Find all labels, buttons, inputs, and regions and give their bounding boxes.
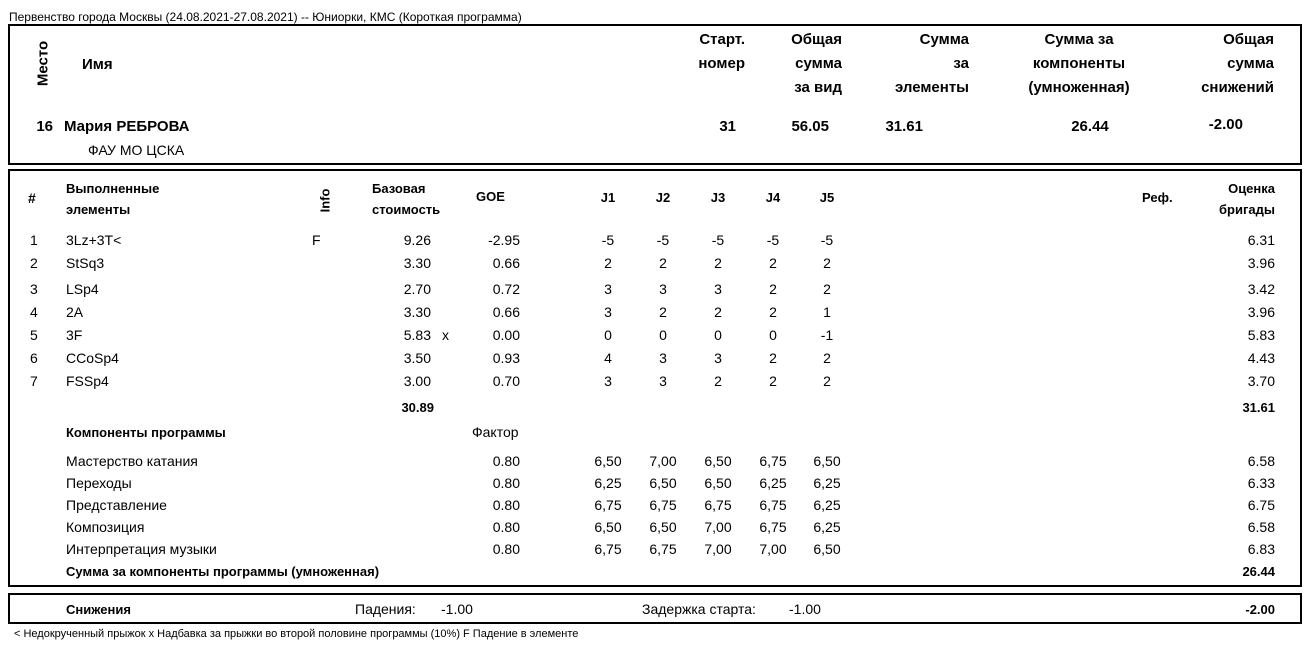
- element-judge-5: 2: [823, 255, 831, 271]
- element-panel-score: 3.42: [1247, 281, 1275, 297]
- page-header: Первенство города Москвы (24.08.2021-27.08.2021) -- Юниорки, КМС (Короткая программа): [9, 10, 522, 24]
- element-judge-5: 1: [823, 304, 831, 320]
- element-judge-2: 2: [659, 255, 667, 271]
- element-judge-1: 4: [604, 350, 612, 366]
- element-judge-2: 3: [659, 373, 667, 389]
- component-judge-5: 6,25: [813, 475, 841, 491]
- component-factor: 0.80: [492, 541, 520, 557]
- factor-header: Фактор: [472, 424, 519, 440]
- component-judge-3: 6,50: [704, 453, 732, 469]
- num-header: #: [28, 190, 36, 206]
- skater-name: Мария РЕБРОВА: [64, 118, 190, 135]
- element-goe: 0.70: [492, 373, 520, 389]
- component-judge-4: 6,75: [759, 519, 787, 535]
- element-base-value: 2.70: [403, 281, 431, 297]
- element-judge-2: 2: [659, 304, 667, 320]
- place-header: Место: [34, 40, 52, 87]
- component-judge-4: 6,75: [759, 497, 787, 513]
- goe-header: GOE: [476, 189, 505, 204]
- element-panel-score: 5.83: [1247, 327, 1275, 343]
- component-judge-2: 6,75: [649, 497, 677, 513]
- element-base-value: 3.30: [403, 304, 431, 320]
- component-judge-1: 6,50: [594, 519, 622, 535]
- element-panel-score: 3.96: [1247, 304, 1275, 320]
- element-base-value: 3.00: [403, 373, 431, 389]
- component-judge-2: 6,75: [649, 541, 677, 557]
- element-judge-5: 2: [823, 281, 831, 297]
- element-judge-4: -5: [766, 232, 780, 248]
- element-num: 7: [30, 373, 38, 389]
- component-judge-1: 6,50: [594, 453, 622, 469]
- component-judge-2: 7,00: [649, 453, 677, 469]
- element-panel-score: 4.43: [1247, 350, 1275, 366]
- skater-deductions: -2.00: [1208, 116, 1243, 133]
- deductions-header: Общая сумма снижений: [1201, 31, 1274, 96]
- elements-total-score: 31.61: [1242, 400, 1275, 415]
- component-judge-2: 6,50: [649, 519, 677, 535]
- element-base-value: 3.30: [403, 255, 431, 271]
- element-num: 3: [30, 281, 38, 297]
- components-sum-label: Сумма за компоненты программы (умноженная): [66, 564, 380, 579]
- component-judge-3: 6,75: [704, 497, 732, 513]
- base-value-header: Базовая стоимость: [372, 181, 441, 217]
- components-title: Компоненты программы: [66, 425, 226, 440]
- skater-components-score: 26.44: [1071, 118, 1109, 135]
- element-judge-4: 2: [769, 281, 777, 297]
- element-judge-3: -5: [711, 232, 725, 248]
- element-judge-5: 2: [823, 373, 831, 389]
- delay-value: -1.00: [789, 601, 821, 617]
- element-judge-3: 2: [714, 255, 722, 271]
- element-panel-score: 6.31: [1247, 232, 1275, 248]
- component-judge-1: 6,75: [594, 497, 622, 513]
- element-goe: 0.72: [492, 281, 520, 297]
- component-factor: 0.80: [492, 453, 520, 469]
- component-judge-5: 6,50: [813, 453, 841, 469]
- component-judge-1: 6,75: [594, 541, 622, 557]
- component-panel-score: 6.33: [1247, 475, 1275, 491]
- element-judge-3: 0: [714, 327, 722, 343]
- element-judge-5: -1: [820, 327, 834, 343]
- element-goe: 0.66: [492, 255, 520, 271]
- element-name: CCoSp4: [66, 350, 119, 366]
- falls-label: Падения:: [355, 601, 416, 617]
- deductions-total: -2.00: [1245, 602, 1275, 617]
- element-judge-5: 2: [823, 350, 831, 366]
- component-judge-3: 7,00: [704, 541, 732, 557]
- name-header: Имя: [82, 56, 113, 73]
- component-judge-1: 6,25: [594, 475, 622, 491]
- delay-label: Задержка старта:: [642, 601, 756, 617]
- component-judge-3: 6,50: [704, 475, 732, 491]
- component-name: Интерпретация музыки: [66, 541, 217, 557]
- element-judge-2: 3: [659, 281, 667, 297]
- element-judge-3: 3: [714, 281, 722, 297]
- total-score-header: Общая сумма за вид: [791, 31, 842, 96]
- element-name: FSSp4: [66, 373, 109, 389]
- element-judge-2: -5: [656, 232, 670, 248]
- element-base-value: 3.50: [403, 350, 431, 366]
- element-judge-1: 3: [604, 281, 612, 297]
- falls-value: -1.00: [441, 601, 473, 617]
- element-judge-4: 2: [769, 350, 777, 366]
- judge-5-header: J5: [819, 190, 835, 205]
- component-judge-2: 6,50: [649, 475, 677, 491]
- element-judge-3: 2: [714, 373, 722, 389]
- judge-2-header: J2: [655, 190, 671, 205]
- start-no-header: Старт. номер: [698, 31, 745, 72]
- component-judge-4: 6,25: [759, 475, 787, 491]
- component-factor: 0.80: [492, 519, 520, 535]
- component-name: Представление: [66, 497, 167, 513]
- element-name: 3Lz+3T<: [66, 232, 122, 248]
- component-panel-score: 6.83: [1247, 541, 1275, 557]
- element-judge-1: -5: [601, 232, 615, 248]
- element-judge-2: 3: [659, 350, 667, 366]
- element-goe: 0.00: [492, 327, 520, 343]
- component-name: Мастерство катания: [66, 453, 198, 469]
- skater-elements-score: 31.61: [885, 118, 923, 135]
- referee-header: Реф.: [1142, 190, 1173, 205]
- element-num: 5: [30, 327, 38, 343]
- info-header: Info: [317, 188, 333, 213]
- element-judge-1: 3: [604, 304, 612, 320]
- judge-3-header: J3: [710, 190, 726, 205]
- skater-total-score: 56.05: [791, 118, 829, 135]
- skater-start-no: 31: [719, 118, 736, 135]
- element-name: 3F: [66, 327, 83, 343]
- skater-club: ФАУ МО ЦСКА: [88, 142, 185, 158]
- judge-1-header: J1: [600, 190, 616, 205]
- element-name: StSq3: [66, 255, 105, 271]
- skater-place: 16: [36, 118, 53, 135]
- element-goe: 0.93: [492, 350, 520, 366]
- judge-4-header: J4: [765, 190, 781, 205]
- element-panel-score: 3.70: [1247, 373, 1275, 389]
- element-num: 1: [30, 232, 38, 248]
- components-sum: 26.44: [1242, 564, 1275, 579]
- elements-header: Выполненные элементы: [66, 181, 160, 217]
- element-judge-3: 3: [714, 350, 722, 366]
- component-factor: 0.80: [492, 475, 520, 491]
- component-factor: 0.80: [492, 497, 520, 513]
- element-judge-3: 2: [714, 304, 722, 320]
- element-judge-4: 2: [769, 255, 777, 271]
- component-judge-5: 6,50: [813, 541, 841, 557]
- component-judge-4: 7,00: [759, 541, 787, 557]
- element-base-value: 9.26: [403, 232, 431, 248]
- footnote: < Недокрученный прыжок x Надбавка за прыжки во второй половине программы (10%) F Падение в элементе: [14, 628, 579, 640]
- component-panel-score: 6.58: [1247, 519, 1275, 535]
- elements-total-base: 30.89: [401, 400, 434, 415]
- element-goe: 0.66: [492, 304, 520, 320]
- deductions-label: Снижения: [66, 602, 131, 617]
- element-judge-1: 0: [604, 327, 612, 343]
- component-name: Композиция: [66, 519, 145, 535]
- element-name: LSp4: [66, 281, 99, 297]
- component-panel-score: 6.75: [1247, 497, 1275, 513]
- element-goe: -2.95: [488, 232, 520, 248]
- components-score-header: Сумма за компоненты (умноженная): [1028, 31, 1130, 96]
- component-judge-5: 6,25: [813, 497, 841, 513]
- element-num: 6: [30, 350, 38, 366]
- elements-score-header: Сумма за элементы: [894, 31, 969, 96]
- component-panel-score: 6.58: [1247, 453, 1275, 469]
- element-judge-4: 2: [769, 373, 777, 389]
- element-judge-1: 3: [604, 373, 612, 389]
- element-bonus-mark: x: [442, 327, 449, 343]
- element-info: F: [312, 232, 321, 248]
- component-judge-5: 6,25: [813, 519, 841, 535]
- element-name: 2A: [66, 304, 84, 320]
- element-panel-score: 3.96: [1247, 255, 1275, 271]
- element-judge-4: 0: [769, 327, 777, 343]
- element-base-value: 5.83: [403, 327, 431, 343]
- panel-score-header: Оценка бригады: [1219, 181, 1275, 217]
- element-num: 2: [30, 255, 38, 271]
- element-judge-2: 0: [659, 327, 667, 343]
- component-name: Переходы: [66, 475, 132, 491]
- element-judge-5: -5: [820, 232, 834, 248]
- component-judge-4: 6,75: [759, 453, 787, 469]
- element-judge-1: 2: [604, 255, 612, 271]
- component-judge-3: 7,00: [704, 519, 732, 535]
- element-num: 4: [30, 304, 38, 320]
- element-judge-4: 2: [769, 304, 777, 320]
